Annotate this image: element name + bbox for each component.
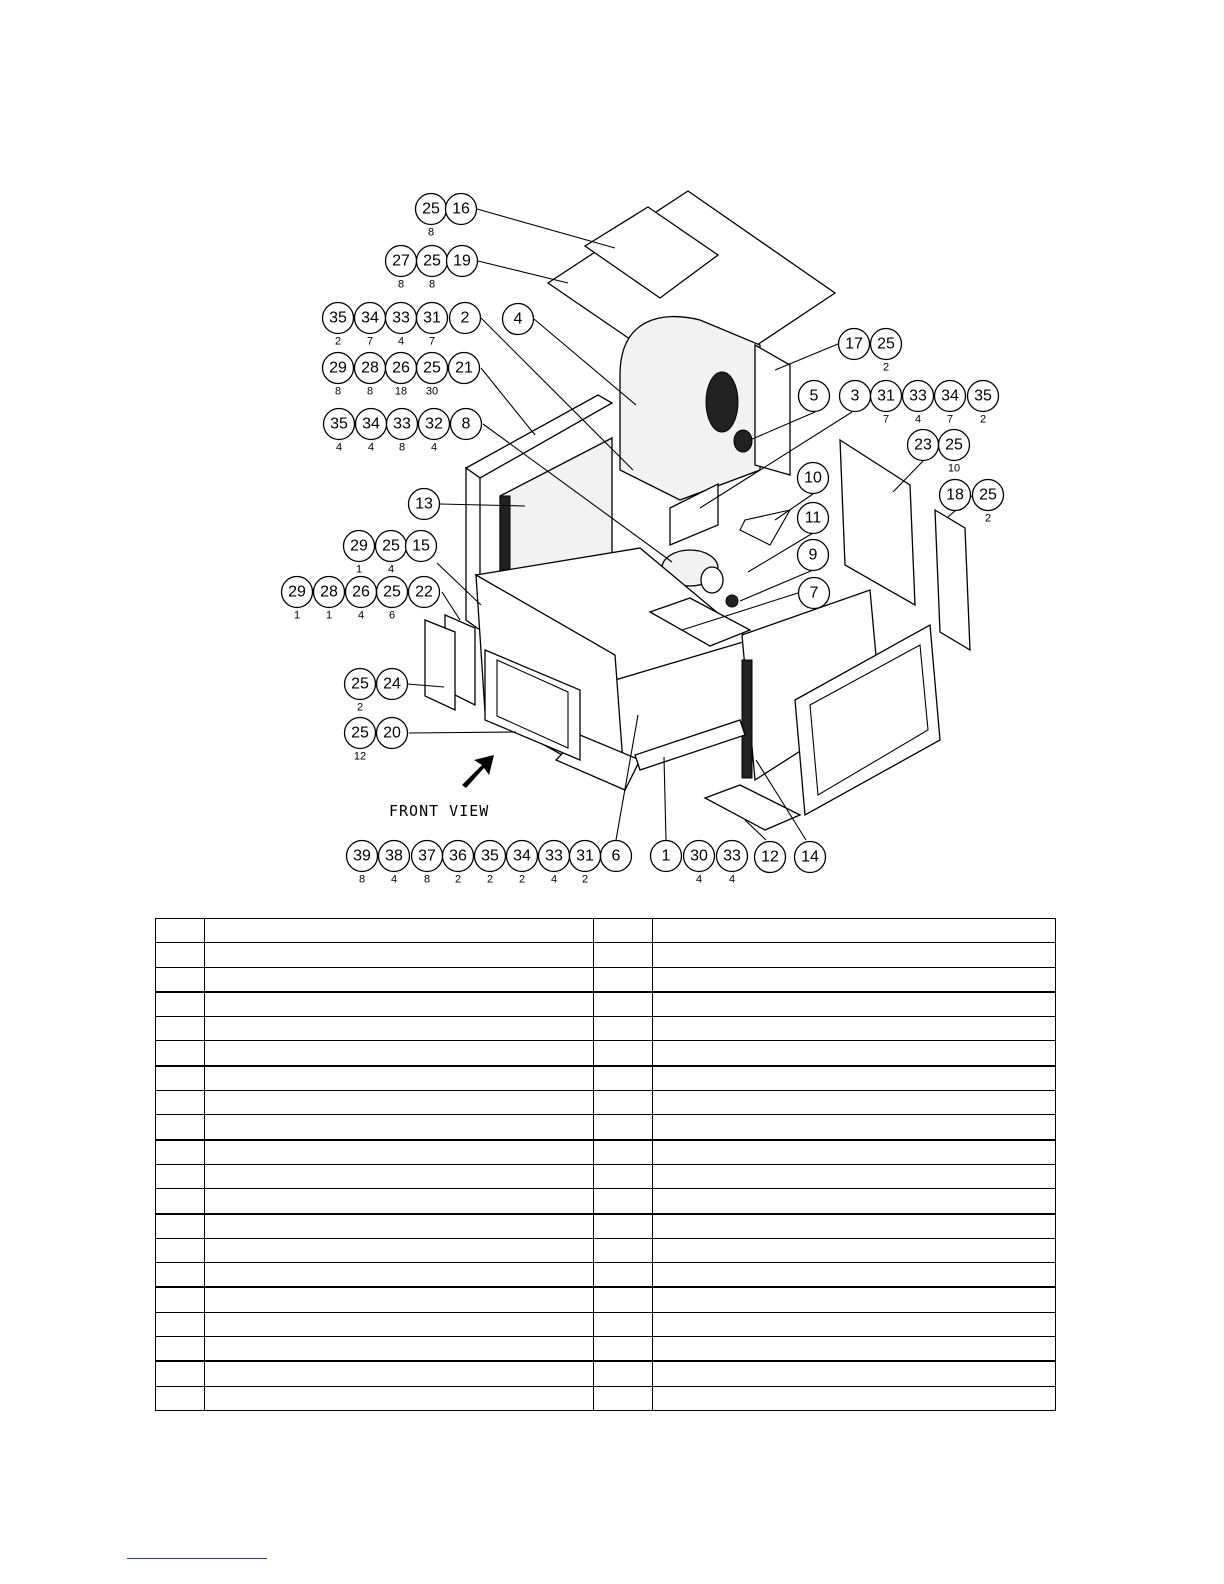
callout-part-number: 37: [418, 847, 436, 865]
table-cell: [205, 1164, 594, 1188]
callout-part-number: 32: [425, 415, 443, 433]
table-cell: [156, 1287, 205, 1312]
table-cell: [205, 1312, 594, 1336]
callout-part-number: 5: [809, 387, 819, 405]
callout-balloon: [968, 381, 999, 426]
callout-balloon: [416, 194, 447, 239]
callout-balloon: [282, 577, 313, 622]
callout-balloon: [798, 503, 829, 534]
callout-balloon: [451, 409, 482, 440]
callout-part-number: 26: [392, 359, 410, 377]
callout-quantity: 4: [387, 563, 395, 576]
control-box-cover: [425, 620, 455, 710]
table-cell: [653, 1066, 1056, 1091]
callout-quantity: 2: [581, 873, 589, 886]
table-cell: [156, 1189, 205, 1214]
callout-quantity: 18: [394, 385, 408, 398]
callout-balloon: [356, 409, 387, 454]
callout-quantity: 2: [356, 701, 364, 714]
coil-right-fins: [742, 660, 752, 778]
callout-quantity: 7: [882, 413, 890, 426]
callout-balloon: [386, 246, 417, 291]
callout-part-number: 25: [945, 436, 963, 454]
callout-balloon: [314, 577, 345, 622]
table-row: [156, 1287, 1056, 1312]
table-cell: [156, 1115, 205, 1140]
callout-part-number: 6: [611, 847, 621, 865]
table-row: [156, 1337, 1056, 1362]
callout-balloon: [386, 353, 417, 398]
callout-part-number: 25: [877, 335, 895, 353]
table-cell: [205, 943, 594, 967]
table-row: [156, 992, 1056, 1017]
table-row: [156, 1214, 1056, 1239]
table-cell: [653, 1140, 1056, 1165]
table-cell: [156, 1017, 205, 1041]
callout-quantity: 4: [335, 441, 343, 454]
callout-part-number: 31: [877, 387, 895, 405]
callout-quantity: 7: [366, 335, 374, 348]
callout-part-number: 14: [801, 848, 819, 866]
callout-part-number: 27: [392, 252, 410, 270]
table-cell: [653, 1115, 1056, 1140]
table-cell: [653, 1361, 1056, 1386]
table-cell: [205, 967, 594, 992]
table-cell: [594, 967, 653, 992]
table-row: [156, 1263, 1056, 1288]
callout-balloon: [355, 303, 386, 348]
table-cell: [594, 992, 653, 1017]
callout-part-number: 36: [449, 847, 467, 865]
callout-quantity: 2: [454, 873, 462, 886]
callout-balloon: [406, 531, 437, 562]
blower-pulley: [734, 430, 752, 452]
callout-quantity: 8: [398, 441, 406, 454]
table-row: [156, 1189, 1056, 1214]
callout-quantity: 30: [425, 385, 439, 398]
table-cell: [156, 1140, 205, 1165]
callout-part-number: 29: [288, 583, 306, 601]
callout-quantity: 4: [728, 873, 736, 886]
callout-part-number: 35: [974, 387, 992, 405]
callout-quantity: 7: [428, 335, 436, 348]
callout-balloon: [908, 430, 939, 461]
table-cell: [205, 1361, 594, 1386]
callout-part-number: 3: [850, 387, 860, 405]
callout-balloon: [973, 480, 1004, 525]
callout-part-number: 7: [809, 584, 819, 602]
callout-balloon: [346, 577, 377, 622]
callout-part-number: 33: [723, 847, 741, 865]
table-cell: [594, 1287, 653, 1312]
callout-balloon: [344, 531, 375, 576]
callout-quantity: 4: [430, 441, 438, 454]
callout-quantity: 4: [397, 335, 405, 348]
callout-balloon: [417, 353, 448, 398]
table-cell: [205, 1287, 594, 1312]
callout-part-number: 31: [576, 847, 594, 865]
table-row: [156, 1164, 1056, 1188]
callout-part-number: 28: [320, 583, 338, 601]
callout-quantity: 4: [390, 873, 398, 886]
table-cell: [156, 1263, 205, 1288]
table-cell: [156, 992, 205, 1017]
callout-part-number: 11: [804, 509, 822, 527]
callout-balloon: [799, 578, 830, 609]
table-cell: [594, 1386, 653, 1410]
table-row: [156, 1091, 1056, 1115]
callout-balloon: [355, 353, 386, 398]
callout-part-number: 23: [914, 436, 932, 454]
side-panel-23: [840, 440, 915, 605]
callout-part-number: 22: [415, 583, 433, 601]
motor-pulley: [726, 595, 738, 607]
callout-balloon: [409, 489, 440, 520]
callout-quantity: 8: [358, 873, 366, 886]
callout-quantity: 8: [334, 385, 342, 398]
callout-balloon: [871, 329, 902, 374]
table-cell: [594, 1337, 653, 1362]
table-cell: [156, 1386, 205, 1410]
table-cell: [653, 1091, 1056, 1115]
callout-balloon: [601, 841, 632, 872]
table-cell: [156, 1091, 205, 1115]
callout-balloon: [798, 463, 829, 494]
callout-part-number: 35: [329, 309, 347, 327]
callout-quantity: 10: [947, 462, 961, 475]
table-cell: [205, 1017, 594, 1041]
table-cell: [156, 1337, 205, 1362]
callout-part-number: 33: [909, 387, 927, 405]
front-view-caption: FRONT VIEW: [389, 802, 490, 820]
table-cell: [653, 967, 1056, 992]
callout-part-number: 25: [351, 724, 369, 742]
table-cell: [156, 1238, 205, 1262]
callout-part-number: 18: [946, 486, 964, 504]
table-cell: [156, 1312, 205, 1336]
table-cell: [594, 1066, 653, 1091]
table-cell: [205, 1066, 594, 1091]
callout-part-number: 34: [513, 847, 531, 865]
table-cell: [205, 1041, 594, 1066]
callout-part-number: 34: [361, 309, 379, 327]
corner-post: [935, 510, 970, 650]
table-cell: [205, 1238, 594, 1262]
callout-part-number: 25: [423, 359, 441, 377]
table-cell: [594, 1115, 653, 1140]
callout-quantity: 8: [428, 278, 436, 291]
callout-balloon: [449, 353, 480, 384]
callout-balloon: [450, 303, 481, 334]
callout-balloon: [795, 842, 826, 873]
callout-quantity: 4: [914, 413, 922, 426]
parts-list-table: [155, 918, 1056, 1411]
callout-quantity: 1: [355, 563, 363, 576]
callout-balloon: [475, 841, 506, 886]
table-cell: [653, 1041, 1056, 1066]
callout-part-number: 33: [545, 847, 563, 865]
callout-balloon: [409, 577, 440, 608]
table-cell: [205, 1140, 594, 1165]
table-cell: [205, 1189, 594, 1214]
table-cell: [156, 919, 205, 943]
table-cell: [594, 1238, 653, 1262]
table-cell: [594, 1263, 653, 1288]
callout-balloon: [799, 381, 830, 412]
callout-quantity: 2: [334, 335, 342, 348]
callout-part-number: 24: [383, 675, 401, 693]
callout-quantity: 2: [882, 361, 890, 374]
table-cell: [205, 1337, 594, 1362]
callout-quantity: 8: [366, 385, 374, 398]
callout-balloon: [940, 480, 971, 511]
callout-quantity: 8: [427, 226, 435, 239]
callout-quantity: 8: [397, 278, 405, 291]
table-cell: [205, 1115, 594, 1140]
base-rail: [635, 720, 745, 770]
motor-end: [701, 567, 723, 593]
front-view-arrow: [462, 755, 494, 788]
callout-balloon: [443, 841, 474, 886]
table-cell: [653, 1337, 1056, 1362]
callout-balloon: [419, 409, 450, 454]
callout-part-number: 33: [392, 309, 410, 327]
callout-quantity: 4: [357, 609, 365, 622]
table-cell: [205, 919, 594, 943]
callout-part-number: 16: [452, 200, 470, 218]
callout-quantity: 1: [293, 609, 301, 622]
callout-part-number: 25: [423, 252, 441, 270]
callout-part-number: 1: [661, 847, 671, 865]
table-cell: [205, 1263, 594, 1288]
table-cell: [594, 919, 653, 943]
callout-quantity: 7: [946, 413, 954, 426]
callout-balloon: [323, 303, 354, 348]
table-cell: [594, 1361, 653, 1386]
callout-part-number: 8: [461, 415, 471, 433]
callout-balloon: [755, 842, 786, 873]
callout-balloon: [417, 246, 448, 291]
callout-balloon: [347, 841, 378, 886]
table-cell: [653, 1017, 1056, 1041]
callout-part-number: 19: [453, 252, 471, 270]
callout-part-number: 21: [455, 359, 473, 377]
callout-quantity: 4: [367, 441, 375, 454]
table-cell: [653, 1164, 1056, 1188]
table-row: [156, 1386, 1056, 1410]
callout-balloon: [903, 381, 934, 426]
callout-balloon: [323, 353, 354, 398]
table-cell: [653, 1386, 1056, 1410]
table-cell: [653, 1312, 1056, 1336]
callout-quantity: 2: [486, 873, 494, 886]
table-cell: [156, 1164, 205, 1188]
callout-balloon: [507, 841, 538, 886]
table-cell: [653, 1287, 1056, 1312]
table-cell: [594, 1140, 653, 1165]
table-row: [156, 1041, 1056, 1066]
callout-quantity: 2: [984, 512, 992, 525]
callout-part-number: 25: [383, 583, 401, 601]
callout-balloon: [839, 329, 870, 360]
footer-link-line[interactable]: [127, 1558, 267, 1559]
table-row: [156, 1017, 1056, 1041]
callout-balloon: [446, 194, 477, 225]
callout-part-number: 25: [382, 537, 400, 555]
callout-quantity: 2: [979, 413, 987, 426]
callout-part-number: 39: [353, 847, 371, 865]
table-row: [156, 1066, 1056, 1091]
callout-part-number: 2: [460, 309, 470, 327]
callout-quantity: 8: [423, 873, 431, 886]
table-cell: [205, 1214, 594, 1239]
blower-wheel: [706, 372, 738, 432]
table-row: [156, 1238, 1056, 1262]
callout-balloon: [840, 381, 871, 412]
callout-quantity: 4: [550, 873, 558, 886]
table-row: [156, 1115, 1056, 1140]
table-cell: [594, 1017, 653, 1041]
blower-housing: [620, 317, 760, 500]
callout-balloon: [717, 841, 748, 886]
table-cell: [594, 943, 653, 967]
callout-balloon: [376, 531, 407, 576]
callout-part-number: 29: [350, 537, 368, 555]
callout-balloon: [345, 669, 376, 714]
callout-quantity: 2: [518, 873, 526, 886]
callout-part-number: 35: [481, 847, 499, 865]
callout-balloon: [377, 669, 408, 700]
callout-part-number: 30: [690, 847, 708, 865]
table-row: [156, 1312, 1056, 1336]
table-cell: [156, 1066, 205, 1091]
callout-part-number: 38: [385, 847, 403, 865]
assembly-drawing: [425, 191, 970, 830]
callout-part-number: 17: [845, 335, 863, 353]
table-cell: [156, 1214, 205, 1239]
callout-part-number: 4: [513, 310, 523, 328]
table-row: [156, 967, 1056, 992]
callout-balloon: [939, 430, 970, 475]
callout-balloon: [377, 577, 408, 622]
callout-part-number: 9: [808, 546, 818, 564]
table-cell: [653, 1214, 1056, 1239]
callout-quantity: 4: [695, 873, 703, 886]
callout-part-number: 25: [422, 200, 440, 218]
callout-part-number: 25: [979, 486, 997, 504]
table-row: [156, 1140, 1056, 1165]
callout-part-number: 34: [941, 387, 959, 405]
callout-part-number: 20: [383, 724, 401, 742]
blower-side-panel: [755, 345, 790, 475]
table-cell: [594, 1214, 653, 1239]
callout-part-number: 13: [415, 495, 433, 513]
callout-balloon: [684, 841, 715, 886]
callout-quantity: 6: [388, 609, 396, 622]
table-cell: [594, 1312, 653, 1336]
table-row: [156, 1361, 1056, 1386]
callout-balloon: [503, 304, 534, 335]
table-cell: [594, 1091, 653, 1115]
table-cell: [156, 1041, 205, 1066]
table-cell: [594, 1041, 653, 1066]
table-cell: [653, 919, 1056, 943]
callout-part-number: 34: [362, 415, 380, 433]
table-cell: [653, 943, 1056, 967]
table-cell: [156, 967, 205, 992]
table-cell: [205, 992, 594, 1017]
callout-part-number: 26: [352, 583, 370, 601]
callout-balloon: [379, 841, 410, 886]
table-cell: [205, 1386, 594, 1410]
callout-balloon: [387, 409, 418, 454]
table-cell: [653, 1189, 1056, 1214]
callout-part-number: 35: [330, 415, 348, 433]
table-cell: [156, 943, 205, 967]
callout-balloon: [447, 246, 478, 277]
callout-part-number: 33: [393, 415, 411, 433]
callout-quantity: 12: [353, 750, 367, 763]
table-cell: [156, 1361, 205, 1386]
callout-balloon: [386, 303, 417, 348]
callout-balloon: [377, 718, 408, 749]
table-cell: [653, 1238, 1056, 1262]
table-row: [156, 919, 1056, 943]
callout-part-number: 12: [761, 848, 779, 866]
table-cell: [594, 1164, 653, 1188]
callout-balloon: [871, 381, 902, 426]
callout-part-number: 28: [361, 359, 379, 377]
callout-balloon: [798, 540, 829, 571]
callout-part-number: 15: [412, 537, 430, 555]
callout-balloon: [570, 841, 601, 886]
callout-balloon: [539, 841, 570, 886]
callout-balloon: [935, 381, 966, 426]
table-row: [156, 943, 1056, 967]
table-cell: [594, 1189, 653, 1214]
callout-part-number: 31: [423, 309, 441, 327]
callout-part-number: 29: [329, 359, 347, 377]
callout-part-number: 10: [804, 469, 822, 487]
callout-part-number: 25: [351, 675, 369, 693]
callout-quantity: 1: [325, 609, 333, 622]
table-cell: [653, 992, 1056, 1017]
callout-balloon: [651, 841, 682, 872]
callout-balloon: [345, 718, 376, 763]
callout-balloon: [412, 841, 443, 886]
table-cell: [653, 1263, 1056, 1288]
callout-balloon: [324, 409, 355, 454]
table-cell: [205, 1091, 594, 1115]
callout-balloon: [417, 303, 448, 348]
